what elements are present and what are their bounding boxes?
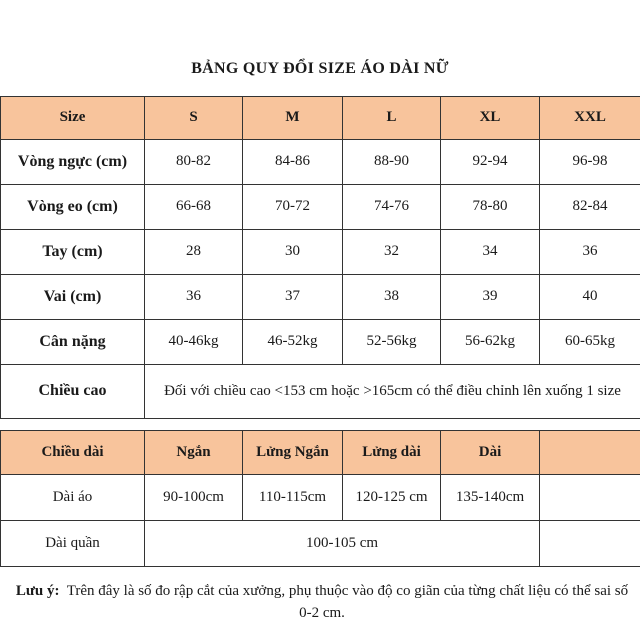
table-cell: 60-65kg	[540, 320, 640, 365]
row-label: Cân nặng	[1, 320, 145, 365]
table-cell: 39	[441, 275, 540, 320]
pants-length-cell: 100-105 cm	[145, 521, 540, 567]
header-cell: Size	[1, 97, 145, 140]
table-cell: 82-84	[540, 185, 640, 230]
note-text: Trên đây là số đo rập cắt của xưởng, phụ thuộc vào độ co giãn của từng chất liệu có thể sai số 0-2 cm.	[66, 583, 629, 621]
header-cell: Dài	[441, 431, 540, 475]
table-cell: 92-94	[441, 140, 540, 185]
length-header-row	[1, 431, 640, 475]
header-cell: XL	[441, 97, 540, 140]
table-row	[1, 275, 640, 320]
table-cell: 38	[343, 275, 441, 320]
table-cell: 46-52kg	[243, 320, 343, 365]
page-title: BẢNG QUY ĐỔI SIZE ÁO DÀI NỮ	[191, 60, 449, 77]
table-cell	[540, 521, 640, 567]
table-cell: 78-80	[441, 185, 540, 230]
table-row	[1, 521, 640, 567]
table-cell	[540, 475, 640, 521]
table-row	[1, 365, 640, 419]
table-cell: 56-62kg	[441, 320, 540, 365]
table-row	[1, 475, 640, 521]
header-cell	[540, 431, 640, 475]
footnote	[14, 580, 630, 624]
table-row	[1, 230, 640, 275]
row-label: Vòng ngực (cm)	[1, 140, 145, 185]
header-cell: M	[243, 97, 343, 140]
table-cell: 96-98	[540, 140, 640, 185]
table-cell: 90-100cm	[145, 475, 243, 521]
table-row	[1, 140, 640, 185]
table-cell: 36	[540, 230, 640, 275]
header-cell: Lửng dài	[343, 431, 441, 475]
table-cell: 88-90	[343, 140, 441, 185]
table-cell: 74-76	[343, 185, 441, 230]
height-note-cell: Đối với chiều cao <153 cm hoặc >165cm có thể điều chỉnh lên xuống 1 size	[145, 365, 640, 419]
table-cell: 40-46kg	[145, 320, 243, 365]
size-table	[0, 96, 640, 419]
row-label: Vòng eo (cm)	[1, 185, 145, 230]
table-cell: 36	[145, 275, 243, 320]
size-header-row	[1, 97, 640, 140]
table-cell: 32	[343, 230, 441, 275]
row-label: Dài quần	[1, 521, 145, 567]
table-cell: 120-125 cm	[343, 475, 441, 521]
table-cell: 37	[243, 275, 343, 320]
header-cell: L	[343, 97, 441, 140]
table-cell: 30	[243, 230, 343, 275]
table-cell: 84-86	[243, 140, 343, 185]
table-row	[1, 185, 640, 230]
table-cell: 28	[145, 230, 243, 275]
table-cell: 70-72	[243, 185, 343, 230]
header-cell: Ngắn	[145, 431, 243, 475]
table-cell: 110-115cm	[243, 475, 343, 521]
header-cell: Lửng Ngắn	[243, 431, 343, 475]
table-cell: 34	[441, 230, 540, 275]
table-cell: 52-56kg	[343, 320, 441, 365]
table-cell: 66-68	[145, 185, 243, 230]
table-cell: 135-140cm	[441, 475, 540, 521]
row-label: Dài áo	[1, 475, 145, 521]
header-cell: Chiều dài	[1, 431, 145, 475]
table-cell: 80-82	[145, 140, 243, 185]
note-label: Lưu ý:	[15, 583, 60, 599]
length-table	[0, 430, 640, 567]
row-label: Vai (cm)	[1, 275, 145, 320]
table-cell: 40	[540, 275, 640, 320]
row-label: Tay (cm)	[1, 230, 145, 275]
header-cell: S	[145, 97, 243, 140]
header-cell: XXL	[540, 97, 640, 140]
row-label: Chiều cao	[1, 365, 145, 419]
table-row	[1, 320, 640, 365]
